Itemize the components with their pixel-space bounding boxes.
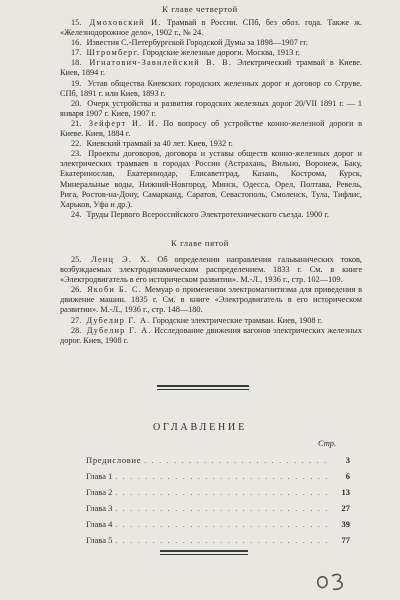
reference-item	[60, 316, 362, 326]
toc-label: Глава 4	[86, 519, 113, 529]
ref-author: Игнатович-Завилейский В. В.	[89, 58, 233, 68]
toc-row	[86, 484, 350, 500]
reference-item	[60, 326, 362, 346]
toc-leader-dots	[115, 501, 329, 517]
double-rule-divider	[157, 385, 249, 392]
toc-page-number: 13	[341, 487, 350, 497]
toc-page-number: 27	[341, 503, 350, 513]
section-title: К главе пятой	[171, 238, 229, 248]
ref-text: Трамвай в России. СПб, без обоз. года. Также ж. «Железнодорожное дело», 1902 г., № 24.	[60, 18, 363, 38]
divider-line	[160, 550, 248, 552]
reference-list-chapter-4	[60, 18, 362, 220]
ref-text: Известия С.-Петербургской Городской Думы за 1898—1907 гг.	[86, 38, 308, 48]
toc-label: Предисловие	[86, 455, 142, 465]
ref-number: 26.	[71, 285, 82, 295]
reference-item	[60, 285, 362, 315]
toc-row	[86, 452, 350, 468]
ref-number: 19.	[71, 78, 82, 88]
ref-number: 23.	[71, 149, 82, 159]
ref-author: Штромберг.	[86, 48, 141, 58]
section-heading-chapter-4	[0, 4, 400, 15]
divider-line	[157, 385, 249, 387]
ref-number: 27.	[71, 315, 82, 325]
reference-item	[60, 18, 362, 38]
reference-item	[60, 38, 362, 48]
toc-leader-dots	[144, 453, 329, 469]
toc-row	[86, 532, 350, 548]
ref-text: Очерк устройства и развития городских железных дорог 20/VII 1891 г. — 1 января 1907 г. Киев, 1907 г.	[60, 98, 363, 118]
ref-number: 18.	[71, 58, 82, 68]
ref-author: Дубелир Г. А.	[86, 315, 151, 325]
ref-text: Исследование движения вагонов электрических железных дорог. Киев, 1908 г.	[60, 325, 362, 345]
ref-number: 21.	[71, 118, 82, 128]
toc-page-column-header: Стр.	[318, 439, 337, 448]
ref-text: Городские электрические трамваи. Киев, 1908 г.	[152, 315, 323, 325]
reference-item	[60, 149, 362, 210]
divider-line	[160, 554, 248, 555]
reference-item	[60, 79, 362, 99]
toc-row	[86, 468, 350, 484]
toc-leader-dots	[115, 469, 329, 485]
toc-label: Глава 1	[86, 471, 113, 481]
toc-row	[86, 516, 350, 532]
ref-text: Киевский трамвай за 40 лет. Киев, 1932 г.	[86, 139, 233, 149]
reference-item	[60, 255, 362, 285]
toc-page-number: 77	[341, 535, 350, 545]
ref-number: 24.	[71, 209, 82, 219]
ref-author: Зейферт И. И.	[88, 118, 159, 128]
toc-leader-dots	[115, 533, 329, 549]
ref-number: 20.	[71, 98, 82, 108]
ref-text: Электрический трамвай в Киеве. Киев, 1894 г.	[60, 58, 362, 78]
ref-author: Ленц Э. Х.	[91, 255, 151, 264]
ref-text: Городские железные дороги. Москва, 1913 г.	[142, 48, 300, 58]
toc-page-number: 39	[341, 519, 350, 529]
reference-item	[60, 48, 362, 58]
ref-author: Дмоховский И.	[89, 18, 162, 27]
ref-number: 22.	[71, 139, 82, 149]
reference-item	[60, 99, 362, 119]
toc-leader-dots	[115, 517, 329, 533]
ref-author: Дубелир Г. А.	[86, 325, 152, 335]
toc-title: ОГЛАВЛЕНИЕ	[153, 422, 247, 433]
ref-text: Мемуар о применении электромагнитизма для приведения в движение машин. 1835 г. См. в книге «Электродвигатель в его историческом развитии». М.-Л., 1936 г., стр. 148—180.	[60, 285, 363, 315]
ref-number: 16.	[71, 38, 82, 48]
ref-text: Проекты договоров, договора и уставы обществ конно-железных дорог и электрических трамваев в городах России (Астрахань, Вильно, Воронеж, Баку, Екатеринослав, Екатеринодар, Елисаветград, Казань, Кострома, Курск, Минеральные воды, Нижний-Новгород, Минск, Одесса, Орел, Полтава, Ревель, Рига, Ростов-на-Дону, Самарканд, Саратов, Севастополь, Смоленск, Тула, Тифлис, Харьков, Уфа и др.).	[60, 149, 362, 209]
toc-page-number: 3	[345, 455, 350, 465]
ref-text: Устав общества Киевских городских железных дорог и договор со Струве. СПб, 1891 г. или Киев, 1893 г.	[60, 78, 363, 98]
section-title: К главе четвертой	[162, 4, 238, 14]
section-heading-chapter-5	[0, 238, 400, 249]
ref-text: Об определении направления гальванических токов, возбуждаемых электродинамическим распределением. 1833 г. См. в книге «Электродвигатель в его историческом развитии». М.-Л., 1936 г., стр. 102—109.	[60, 255, 363, 285]
reference-item	[60, 58, 362, 78]
toc-row	[86, 500, 350, 516]
toc-page-number: 6	[345, 471, 350, 481]
table-of-contents	[86, 452, 350, 548]
reference-item	[60, 119, 362, 139]
reference-item	[60, 139, 362, 149]
bottom-double-rule	[160, 550, 248, 557]
toc-leader-dots	[115, 485, 329, 501]
ref-text: Труды Первого Всероссийского Электротехнического съезда. 1900 г.	[86, 209, 329, 219]
reference-list-chapter-5	[60, 255, 362, 346]
ref-number: 25.	[71, 255, 82, 264]
reference-item	[60, 210, 362, 220]
ref-number: 28.	[71, 325, 82, 335]
ref-author: Якоби Б. С.	[87, 285, 143, 295]
toc-label: Глава 2	[86, 487, 113, 497]
ref-number: 17.	[71, 48, 82, 58]
toc-label: Глава 3	[86, 503, 113, 513]
divider-line	[157, 389, 249, 390]
handwritten-mark	[312, 566, 352, 596]
ref-text: По вопросу об устройстве конно-железной дороги в Киеве. Киев, 1884 г.	[60, 118, 363, 139]
toc-label: Глава 5	[86, 535, 113, 545]
ref-number: 15.	[71, 18, 82, 27]
